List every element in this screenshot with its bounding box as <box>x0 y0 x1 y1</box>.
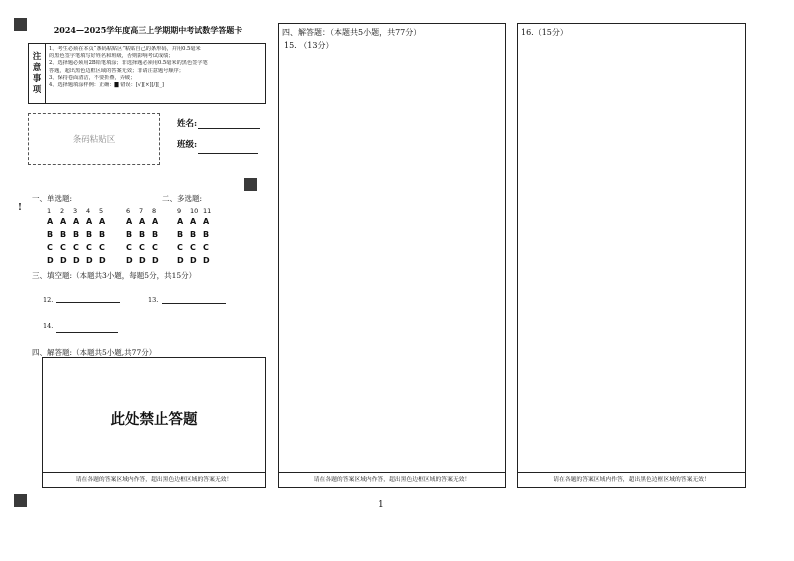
choice-bubble[interactable]: B <box>139 230 146 239</box>
choice-bubble[interactable]: A <box>203 217 210 226</box>
q15-label: 15. （13分） <box>284 41 334 50</box>
name-field[interactable] <box>198 128 260 129</box>
q14-answer-line[interactable] <box>56 332 118 333</box>
choice-bubble[interactable]: D <box>47 256 54 265</box>
choice-bubble[interactable]: A <box>60 217 67 226</box>
forbidden-notice: 此处禁止答题 <box>110 412 198 428</box>
barcode-area: 条码粘贴区 <box>28 113 160 165</box>
choice-bubble[interactable]: A <box>86 217 93 226</box>
choice-bubble[interactable]: C <box>203 243 209 252</box>
choice-bubble[interactable]: C <box>152 243 158 252</box>
choice-bubble[interactable]: A <box>139 217 146 226</box>
choice-bubble[interactable]: B <box>86 230 93 239</box>
choice-bubble[interactable]: A <box>99 217 106 226</box>
panel-footer-warning: 请在各题的答案区域内作答，超出黑色边框区域的答案无效！ <box>279 472 505 487</box>
section-multi-choice-title: 二、多选题: <box>162 194 203 203</box>
answer-sheet-title: 2024—2025学年度高三上学期期中考试数学答题卡 <box>53 25 243 35</box>
page-number: 1 <box>378 500 384 510</box>
choice-bubble[interactable]: D <box>190 256 197 265</box>
choice-bubble[interactable]: A <box>73 217 80 226</box>
choice-bubble[interactable]: D <box>177 256 184 265</box>
choice-bubble[interactable]: C <box>126 243 132 252</box>
choice-bubble[interactable]: B <box>99 230 106 239</box>
q12-answer-line[interactable] <box>56 302 120 303</box>
panel-footer-warning: 请在各题的答案区域内作答，超出黑色边框区域的答案无效！ <box>518 472 745 487</box>
choice-bubble[interactable]: C <box>139 243 145 252</box>
choice-bubble[interactable]: D <box>152 256 159 265</box>
q12-label: 12. <box>43 296 54 304</box>
section-single-choice-title: 一、单选题: <box>32 194 73 203</box>
choice-bubble[interactable]: C <box>177 243 183 252</box>
q13-answer-line[interactable] <box>162 303 226 304</box>
panel-header: 四、解答题：（本题共5小题，共77分） <box>282 28 422 37</box>
choice-bubble[interactable]: C <box>73 243 79 252</box>
choice-bubble[interactable]: A <box>126 217 133 226</box>
q14-label: 14. <box>43 322 54 330</box>
class-label: 班级: <box>177 140 198 150</box>
name-label: 姓名: <box>177 119 198 129</box>
choice-bubble[interactable]: C <box>190 243 196 252</box>
choice-bubble[interactable]: D <box>139 256 146 265</box>
choice-bubble[interactable]: B <box>126 230 133 239</box>
choice-group-9-11[interactable]: 9 10 11 A A A B B B C C C D D D <box>177 207 216 269</box>
positioning-mark-middle <box>244 178 257 191</box>
choice-bubble[interactable]: B <box>152 230 159 239</box>
choice-bubble[interactable]: D <box>60 256 67 265</box>
choice-bubble[interactable]: B <box>73 230 80 239</box>
q13-label: 13. <box>148 296 159 304</box>
choice-bubble[interactable]: B <box>203 230 210 239</box>
answer-panel-q15[interactable] <box>278 23 506 488</box>
side-mark: ! <box>18 203 22 213</box>
section-fill-in-title: 三、填空题:（本题共3小题，每题5分，共15分） <box>32 271 197 280</box>
choice-group-1-5[interactable]: 1 2 3 4 5 A A A A A B B B B B C C C C C D D D D D <box>47 207 112 269</box>
choice-bubble[interactable]: D <box>86 256 93 265</box>
answer-panel-q16[interactable] <box>517 23 746 488</box>
choice-bubble[interactable]: A <box>177 217 184 226</box>
forbidden-answer-box <box>42 357 266 488</box>
choice-bubble[interactable]: A <box>47 217 54 226</box>
notes-label: 注 意 事 项 <box>29 44 46 103</box>
choice-group-6-8[interactable]: 6 7 8 A A A B B B C C C D D D <box>126 207 165 269</box>
choice-bubble[interactable]: B <box>190 230 197 239</box>
notes-text: 1、考生必须在本页“条码粘贴区”粘贴自己的条形码，并用0.5毫米 的黑色签字笔填写好姓名和班级，否则影响考试成绩； 2、选择题必须用2B铅笔填涂；非选择题必须用0.5毫米的黑色签字笔 答题，超出黑色边框区域的答案无效；非请注意题号顺序； 3、保持卷面清洁，不要折叠，弄破； 4、选择题填涂样例：正确：█ 错误：[√][×][/][_] <box>49 46 208 89</box>
box-footer-warning: 请在各题的答案区域内作答，超出黑色边框区域的答案无效！ <box>43 472 265 487</box>
choice-bubble[interactable]: D <box>73 256 80 265</box>
choice-bubble[interactable]: B <box>177 230 184 239</box>
choice-bubble[interactable]: C <box>99 243 105 252</box>
choice-bubble[interactable]: D <box>126 256 133 265</box>
choice-bubble[interactable]: B <box>47 230 54 239</box>
choice-bubble[interactable]: A <box>152 217 159 226</box>
choice-bubble[interactable]: B <box>60 230 67 239</box>
class-field[interactable] <box>198 153 258 154</box>
notes-box <box>28 43 266 104</box>
section-answer-title: 四、解答题:（本题共5小题,共77分） <box>32 348 157 357</box>
positioning-mark-bottom <box>14 494 27 507</box>
positioning-mark-top <box>14 18 27 31</box>
choice-bubble[interactable]: C <box>86 243 92 252</box>
choice-bubble[interactable]: A <box>190 217 197 226</box>
q16-label: 16.（15分） <box>521 28 568 37</box>
choice-bubble[interactable]: D <box>99 256 106 265</box>
choice-bubble[interactable]: C <box>60 243 66 252</box>
choice-bubble[interactable]: C <box>47 243 53 252</box>
choice-bubble[interactable]: D <box>203 256 210 265</box>
